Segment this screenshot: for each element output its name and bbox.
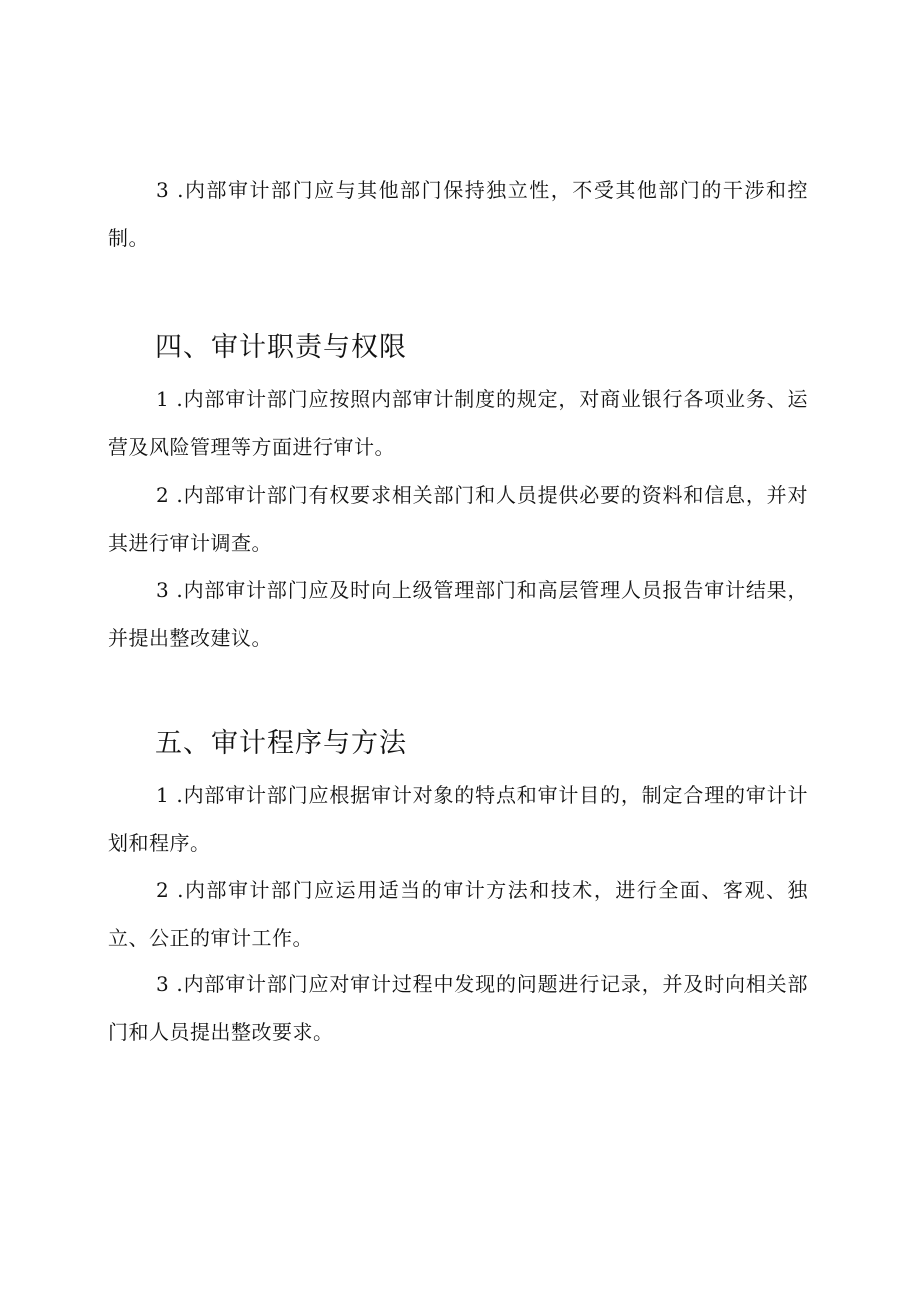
paragraph-procedures-1: 1 .内部审计部门应根据审计对象的特点和审计目的，制定合理的审计计划和程序。 bbox=[108, 783, 808, 855]
paragraph-duties-1: 1 .内部审计部门应按照内部审计制度的规定，对商业银行各项业务、运营及风险管理等方面进行审计。 bbox=[108, 387, 808, 459]
paragraph-independence: 3 .内部审计部门应与其他部门保持独立性，不受其他部门的干涉和控制。 bbox=[108, 178, 808, 250]
section-heading-procedures: 五、审计程序与方法 bbox=[155, 728, 407, 759]
section-heading-duties: 四、审计职责与权限 bbox=[155, 332, 407, 363]
paragraph-duties-2: 2 .内部审计部门有权要求相关部门和人员提供必要的资料和信息，并对其进行审计调查。 bbox=[108, 483, 808, 555]
paragraph-duties-3: 3 .内部审计部门应及时向上级管理部门和高层管理人员报告审计结果，并提出整改建议。 bbox=[108, 578, 808, 650]
paragraph-procedures-3: 3 .内部审计部门应对审计过程中发现的问题进行记录，并及时向相关部门和人员提出整改要求。 bbox=[108, 972, 808, 1044]
paragraph-procedures-2: 2 .内部审计部门应运用适当的审计方法和技术，进行全面、客观、独立、公正的审计工作。 bbox=[108, 878, 808, 950]
